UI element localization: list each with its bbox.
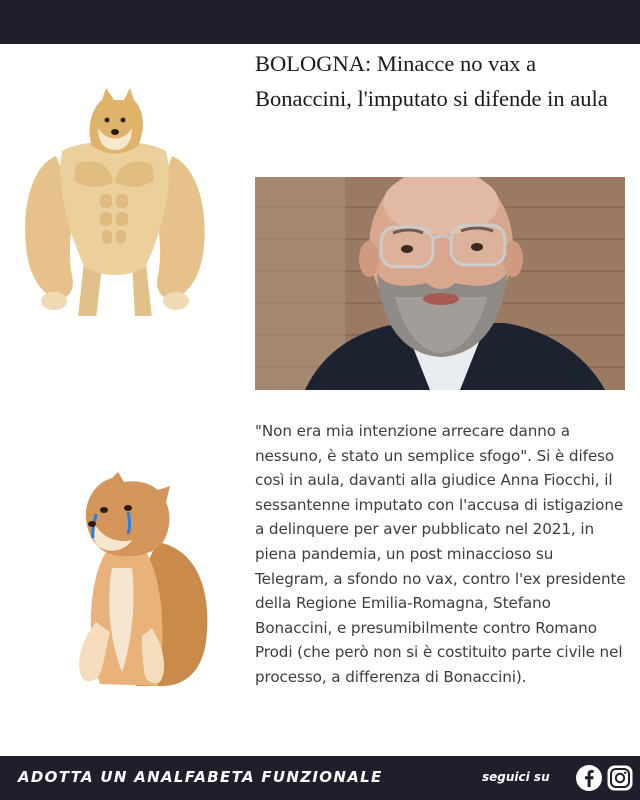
brand-name: ADOTTA UN ANALFABETA FUNZIONALE	[18, 768, 383, 786]
follow-label: seguici su	[482, 770, 550, 784]
facebook-icon[interactable]	[575, 764, 603, 792]
muscular-doge-image	[14, 86, 214, 316]
article-headline: BOLOGNA: Minacce no vax a Bonaccini, l'imputato si difende in aula	[255, 51, 608, 111]
top-bar	[0, 0, 640, 44]
instagram-icon[interactable]	[606, 764, 634, 792]
left-panel	[0, 44, 236, 756]
footer-bar	[0, 756, 640, 800]
article-panel	[236, 44, 640, 756]
article-body: "Non era mia intenzione arrecare danno a nessuno, è stato un semplice sfogo". Si è difeso così in aula, davanti alla giudice Anna Fiocchi, il sessantenne imputato con l'accusa di istigazione a delinquere per aver pubblicato nel 2021, in piena pandemia, un post minaccioso su Telegram, a sfondo no vax, contro l'ex presidente della Regione Emilia-Romagna, Stefano Bonaccini, e presumibilmente contro Romano Prodi (che però non si è costituito parte civile nel processo, a differenza di Bonaccini).	[255, 422, 626, 686]
article-photo	[255, 177, 625, 390]
meme-content	[0, 44, 640, 756]
crying-cheems-image	[66, 472, 216, 692]
